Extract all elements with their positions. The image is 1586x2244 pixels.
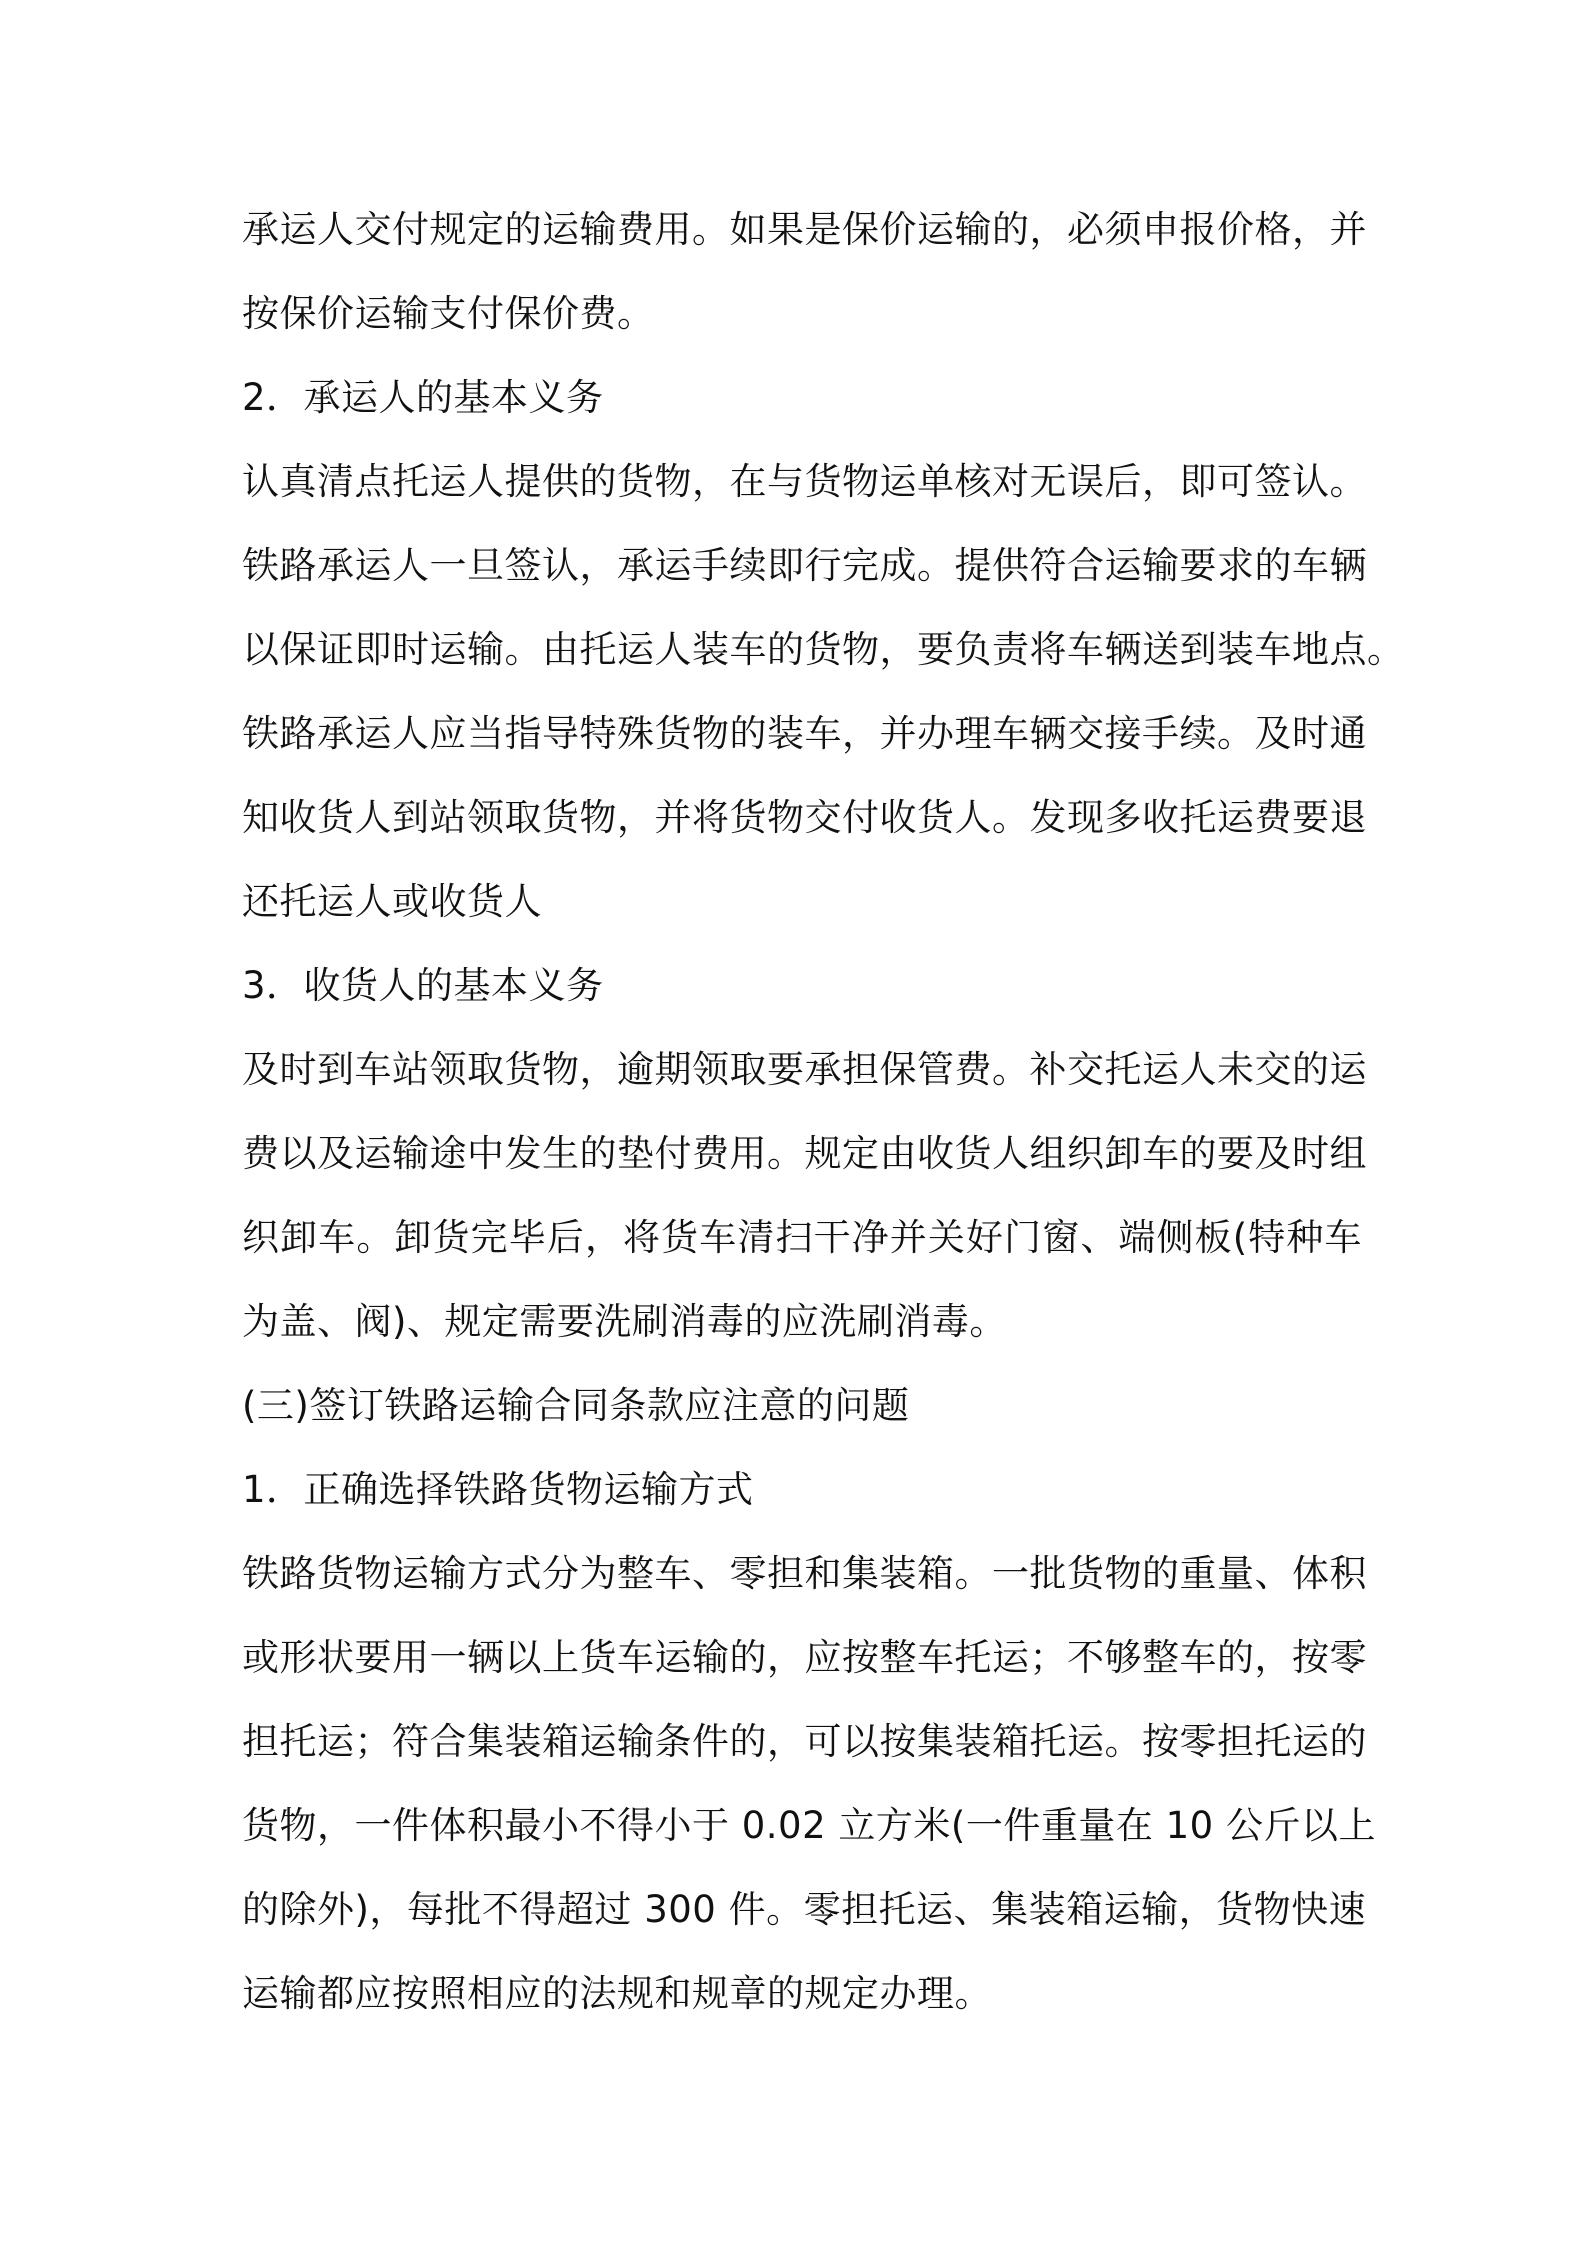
section-heading: 2．承运人的基本义务 [242, 376, 604, 419]
text-line: 承运人交付规定的运输费用。如果是保价运输的，必须申报价格，并 [242, 208, 1367, 251]
text-line: 运输都应按照相应的法规和规章的规定办理。 [242, 1972, 992, 2015]
text-line: 铁路承运人应当指导特殊货物的装车，并办理车辆交接手续。及时通 [242, 712, 1367, 755]
section-heading: 1．正确选择铁路货物运输方式 [242, 1468, 754, 1511]
text-line: 担托运；符合集装箱运输条件的，可以按集装箱托运。按零担托运的 [242, 1720, 1367, 1763]
text-line: 及时到车站领取货物，逾期领取要承担保管费。补交托运人未交的运 [242, 1048, 1367, 1091]
text-line: 以保证即时运输。由托运人装车的货物，要负责将车辆送到装车地点。 [242, 628, 1405, 671]
text-line: 的除外)，每批不得超过 300 件。零担托运、集装箱运输，货物快速 [242, 1888, 1367, 1931]
text-line: 铁路承运人一旦签认，承运手续即行完成。提供符合运输要求的车辆 [242, 544, 1367, 587]
text-line: 知收货人到站领取货物，并将货物交付收货人。发现多收托运费要退 [242, 796, 1367, 839]
section-heading: (三)签订铁路运输合同条款应注意的问题 [242, 1384, 910, 1427]
section-heading: 3．收货人的基本义务 [242, 964, 604, 1007]
text-line: 铁路货物运输方式分为整车、零担和集装箱。一批货物的重量、体积 [242, 1552, 1367, 1595]
text-line: 还托运人或收货人 [242, 880, 542, 923]
text-line: 货物，一件体积最小不得小于 0.02 立方米(一件重量在 10 公斤以上 [242, 1804, 1376, 1847]
text-line: 织卸车。卸货完毕后，将货车清扫干净并关好门窗、端侧板(特种车 [242, 1216, 1362, 1259]
text-line: 认真清点托运人提供的货物，在与货物运单核对无误后，即可签认。 [242, 460, 1367, 503]
document-body [242, 200, 1405, 2048]
text-line: 费以及运输途中发生的垫付费用。规定由收货人组织卸车的要及时组 [242, 1132, 1367, 1175]
text-line: 为盖、阀)、规定需要洗刷消毒的应洗刷消毒。 [242, 1300, 1007, 1343]
text-line: 按保价运输支付保价费。 [242, 292, 655, 335]
text-line: 或形状要用一辆以上货车运输的，应按整车托运；不够整车的，按零 [242, 1636, 1367, 1679]
